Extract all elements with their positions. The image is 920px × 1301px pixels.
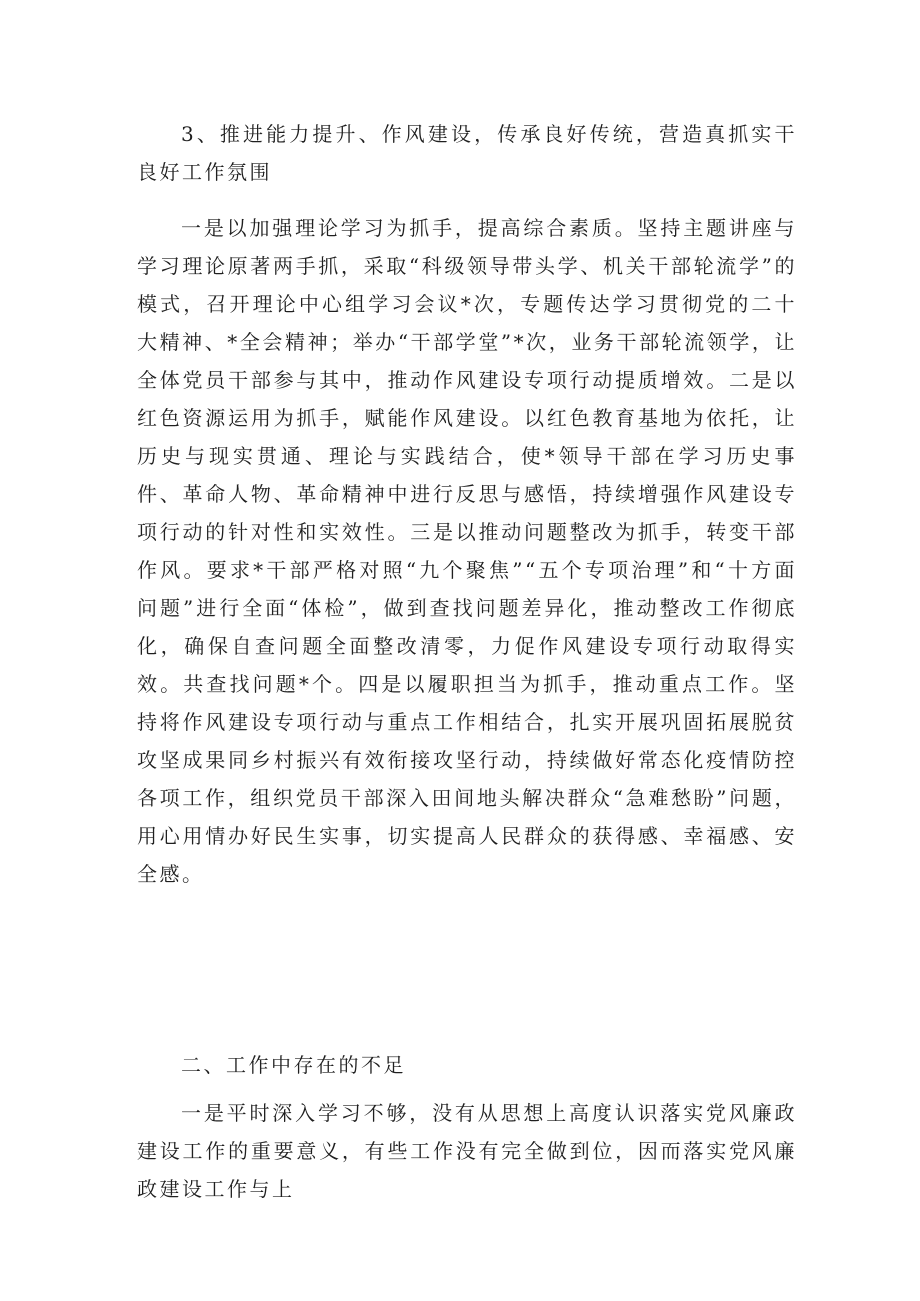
section-2 [137, 1046, 797, 1208]
subheading-block [137, 115, 797, 191]
body-block [137, 209, 797, 893]
paragraph-1: 一是以加强理论学习为抓手，提高综合素质。坚持主题讲座与学习理论原著两手抓，采取“科级领导带头学、机关干部轮流学”的模式，召开理论中心组学习会议*次，专题传达学习贯彻党的二十大精神、*全会精神；举办“干部学堂”*次，业务干部轮流领学，让全体党员干部参与其中，推动作风建设专项行动提质增效。二是以红色资源运用为抓手，赋能作风建设。以红色教育基地为依托，让历史与现实贯通、理论与实践结合，使*领导干部在学习历史事件、革命人物、革命精神中进行反思与感悟，持续增强作风建设专项行动的针对性和实效性。三是以推动问题整改为抓手，转变干部作风。要求*干部严格对照“九个聚焦”“五个专项治理”和“十方面问题”进行全面“体检”，做到查找问题差异化，推动整改工作彻底化，确保自查问题全面整改清零，力促作风建设专项行动取得实效。共查找问题*个。四是以履职担当为抓手，推动重点工作。坚持将作风建设专项行动与重点工作相结合，扎实开展巩固拓展脱贫攻坚成果同乡村振兴有效衔接攻坚行动，持续做好常态化疫情防控各项工作，组织党员干部深入田间地头解决群众“急难愁盼”问题，用心用情办好民生实事，切实提高人民群众的获得感、幸福感、安全感。 [137, 216, 797, 886]
paragraph-2: 一是平时深入学习不够，没有从思想上高度认识落实党风廉政建设工作的重要意义，有些工作没有完全做到位，因而落实党风廉政建设工作与上 [137, 1101, 797, 1201]
subheading-3: 3、推进能力提升、作风建设，传承良好传统，营造真抓实干良好工作氛围 [137, 122, 797, 184]
section-2-title: 二、工作中存在的不足 [181, 1053, 406, 1077]
